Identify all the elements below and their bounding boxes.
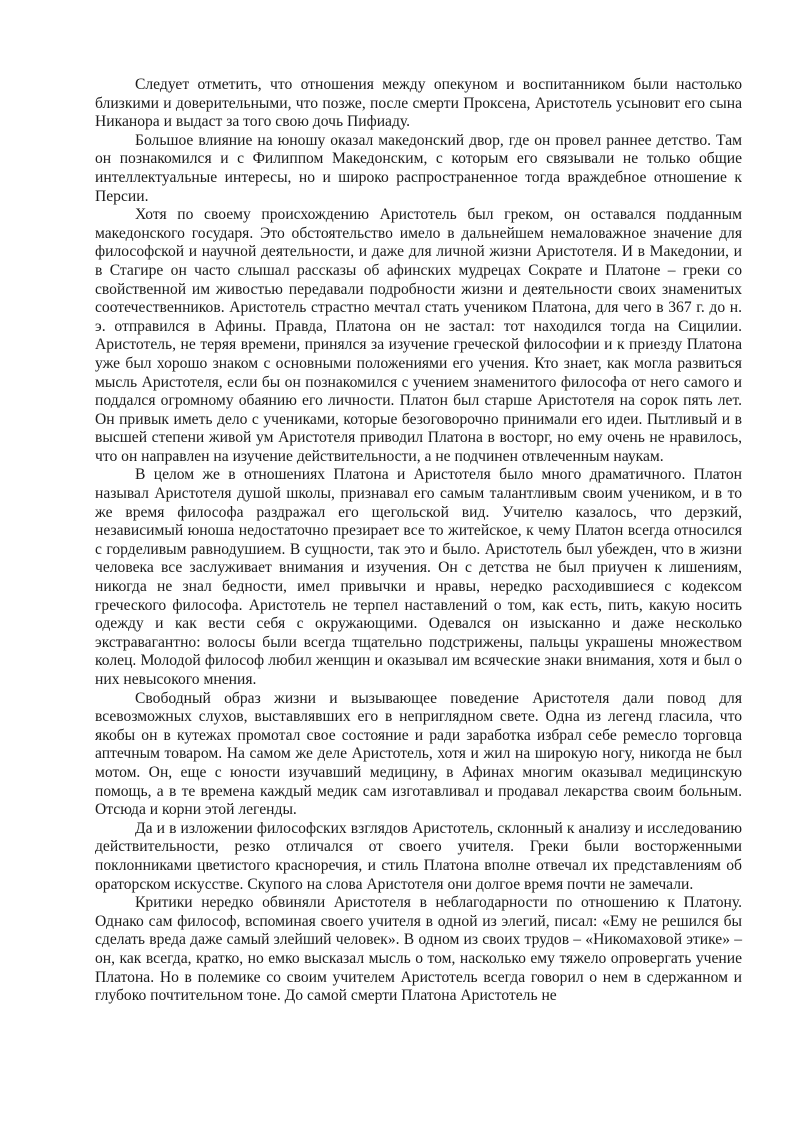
paragraph: Хотя по своему происхождению Аристотель был греком, он оставался подданным македонского государя. Это обстоятельство имело в дальнейшем немаловажное значение для философской и научной деятельности, и даже для личной жизни Аристотеля. И в Македонии, и в Стагире он часто слышал рассказы об афинских мудрецах Сократе и Платоне – греки со свойственной им живостью передавали подробности жизни и деятельности своих знаменитых соотечественников. Аристотель страстно мечтал стать учеником Платона, для чего в 367 г. до н. э. отправился в Афины. Правда, Платона он не застал: тот находился тогда на Сицилии. Аристотель, не теряя времени, принялся за изучение греческой философии и к приезду Платона уже был хорошо знаком с основными положениями его учения. Кто знает, как могла развиться мысль Аристотеля, если бы он познакомился с учением знаменитого философа от него самого и поддался огромному обаянию его личности. Платон был старше Аристотеля на сорок пять лет. Он привык иметь дело с учениками, которые безоговорочно принимали его идеи. Пытливый и в высшей степени живой ум Аристотеля приводил Платона в восторг, но ему очень не нравилось, что он направлен на изучение действительности, а не подчинен отвлеченным наукам.	[95, 206, 742, 465]
document-page	[95, 76, 742, 1006]
paragraph: Критики нередко обвиняли Аристотеля в неблагодарности по отношению к Платону. Однако сам философ, вспоминая своего учителя в одной из элегий, писал: «Ему не решился бы сделать вреда даже самый злейший человек». В одном из своих трудов – «Никомаховой этике» – он, как всегда, кратко, но емко высказал мысль о том, насколько ему тяжело опровергать учение Платона. Но в полемике со своим учителем Аристотель всегда говорил о нем в сдержанном и глубоко почтительном тоне. До самой смерти Платона Аристотель не	[95, 894, 742, 1005]
paragraph: Свободный образ жизни и вызывающее поведение Аристотеля дали повод для всевозможных слухов, выставлявших его в неприглядном свете. Одна из легенд гласила, что якобы он в кутежах промотал свое состояние и ради заработка избрал себе ремесло торговца аптечным товаром. На самом же деле Аристотель, хотя и жил на широкую ногу, никогда не был мотом. Он, еще с юности изучавший медицину, в Афинах многим оказывал медицинскую помощь, а в те времена каждый медик сам изготавливал и продавал лекарства своим больным. Отсюда и корни этой легенды.	[95, 689, 742, 819]
paragraph: Большое влияние на юношу оказал македонский двор, где он провел раннее детство. Там он познакомился и с Филиппом Македонским, с которым его связывали не только общие интеллектуальные интересы, но и широко распространенное тогда враждебное отношение к Персии.	[95, 131, 742, 205]
paragraph: Следует отметить, что отношения между опекуном и воспитанником были настолько близкими и доверительными, что позже, после смерти Проксена, Аристотель усыновит его сына Никанора и выдаст за того свою дочь Пифиаду.	[95, 76, 742, 131]
paragraph: Да и в изложении философских взглядов Аристотель, склонный к анализу и исследованию действительности, резко отличался от своего учителя. Греки были восторженными поклонниками цветистого красноречия, и стиль Платона вполне отвечал их представлениям об ораторском искусстве. Скупого на слова Аристотеля они долгое время почти не замечали.	[95, 819, 742, 893]
paragraph: В целом же в отношениях Платона и Аристотеля было много драматичного. Платон называл Аристотеля душой школы, признавал его самым талантливым своим учеником, и в то же время философа раздражал его щегольской вид. Учителю казалось, что дерзкий, независимый юноша недостаточно презирает все то житейское, к чему Платон всегда относился с горделивым равнодушием. В сущности, так это и было. Аристотель был убежден, что в жизни человека все заслуживает внимания и изучения. Он с детства не был приучен к лишениям, никогда не знал бедности, имел привычки и нравы, нередко расходившиеся с кодексом греческого философа. Аристотель не терпел наставлений о том, как есть, пить, какую носить одежду и как вести себя с окружающими. Одевался он изысканно и даже несколько экстравагантно: волосы были всегда тщательно подстрижены, пальцы украшены множеством колец. Молодой философ любил женщин и оказывал им всяческие знаки внимания, хотя и был о них невысокого мнения.	[95, 466, 742, 688]
